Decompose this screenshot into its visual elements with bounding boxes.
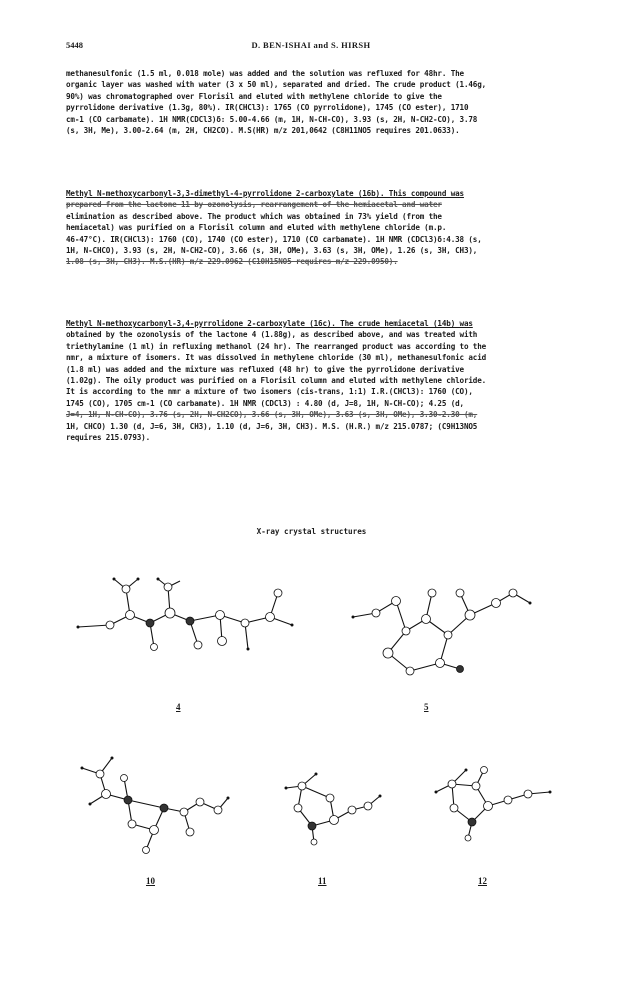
text-line: 1H, CHCO) 1.30 (d, J=6, 3H, CH3), 1.10 (d, J=6, 3H, CH3). M.S. (H.R.) m/z 215.0787; (C9H13NO5 [66,421,478,431]
text-line: prepared from the lactone 11 by ozonolysis, rearrangement of the hemiacetal and water [66,200,442,210]
text-line: 1745 (CO), 1705 cm-1 (CO carbamate). 1H NMR (CDCl3) : 4.80 (d, J=8, 1H, N-CH-CO); 4.25 (d, [66,398,464,408]
page-header [66,40,556,54]
text-line: requires 215.0793). [66,432,151,442]
text-line: 1H, N-CHCO), 3.93 (s, 2H, N-CH2-CO), 3.66 (s, 3H, OMe), 3.63 (s, 3H, OMe), 1.26 (s, 3H, CH3), [66,245,478,255]
crystal-structure-4 [70,575,300,660]
text-line: nmr, a mixture of isomers. It was dissolved in methylene chloride (30 ml), methanesulfonic acid [66,353,487,363]
text-line: 90%) was chromatographed over Florisil and eluted with methylene chloride to give the [66,91,442,101]
text-line: pyrrolidone derivative (1.3g, 80%). IR(CHCl3): 1765 (CO pyrrolidone), 1745 (CO ester), 1710 [66,103,469,113]
text-line: It is according to the nmr a mixture of two isomers (cis-trans, 1:1) I.R.(CHCl3): 1760 (CO), [66,387,473,397]
text-line: 1.08 (s, 3H, CH3). M.S.(HR) m/z 229.0962 (C10H15NO5 requires m/z 229.0950). [66,257,398,267]
structure-label-11: 11 [318,876,327,886]
structure-label-10: 10 [146,876,155,886]
paragraph-16c [66,318,562,443]
running-head: D. BEN-ISHAI and S. HIRSH [251,40,371,50]
structure-label-5: 5 [424,702,429,712]
paragraph-continuation [66,68,562,136]
text-line: obtained by the ozonolysis of the lactone 4 (1.88g), as described above, and was treated with [66,330,478,340]
text-line: hemiacetal) was purified on a Florisil column and eluted with methylene chloride (m.p. [66,223,447,233]
crystal-structure-11 [276,766,386,846]
text-line: organic layer was washed with water (3 x 50 ml), separated and dried. The crude product (1.46g, [66,80,487,90]
paragraph-16b [66,188,562,268]
text-line: (1.8 ml) was added and the mixture was refluxed (48 hr) to give the pyrrolidone derivative [66,364,464,374]
text-line: triethylamine (1 ml) in refluxing methanol (24 hr). The rearranged product was according to the [66,341,487,351]
text-line: methanesulfonic (1.5 ml, 0.018 mole) was added and the solution was refluxed for 48hr. The [66,69,464,78]
text-line: J=4, 1H, N-CH-CO), 3.76 (s, 2H, N-CH2CO), 3.66 (s, 3H, OMe), 3.63 (s, 3H, OMe), 3.30-2.30 (m, [66,410,478,420]
crystal-structure-12 [428,762,558,842]
text-line: (1.02g). The oily product was purified on a Florisil column and eluted with methylene chloride. [66,375,487,385]
structure-label-12: 12 [478,876,487,886]
crystal-structure-10 [72,748,232,858]
crystal-structure-5 [348,575,538,680]
page-number: 5448 [66,40,83,50]
section-title: X-ray crystal structures [256,527,367,536]
text-line: (s, 3H, Me), 3.00-2.64 (m, 2H, CH2CO). M.S(HR) m/z 201,0642 (C8H11NO5 requires 201.0633). [66,125,460,135]
text-line: Methyl N-methoxycarbonyl-3,3-dimethyl-4-pyrrolidone 2-carboxylate (16b). This compound was [66,189,464,198]
text-line: elimination as described above. The product which was obtained in 73% yield (from the [66,211,442,221]
structure-label-4: 4 [176,702,181,712]
text-line: Methyl N-methoxycarbonyl-3,4-pyrrolidone 2-carboxylate (16c). The crude hemiacetal (14b) was [66,319,473,328]
text-line: 46-47°C). IR(CHCl3): 1760 (CO), 1740 (CO ester), 1710 (CO carbamate). 1H NMR (CDCl3)δ:4.38 (s, [66,234,482,244]
text-line: cm-1 (CO carbamate). 1H NMR(CDCl3)δ: 5.00-4.66 (m, 1H, N-CH-CO), 3.93 (s, 2H, N-CH2-CO), 3.78 [66,114,478,124]
